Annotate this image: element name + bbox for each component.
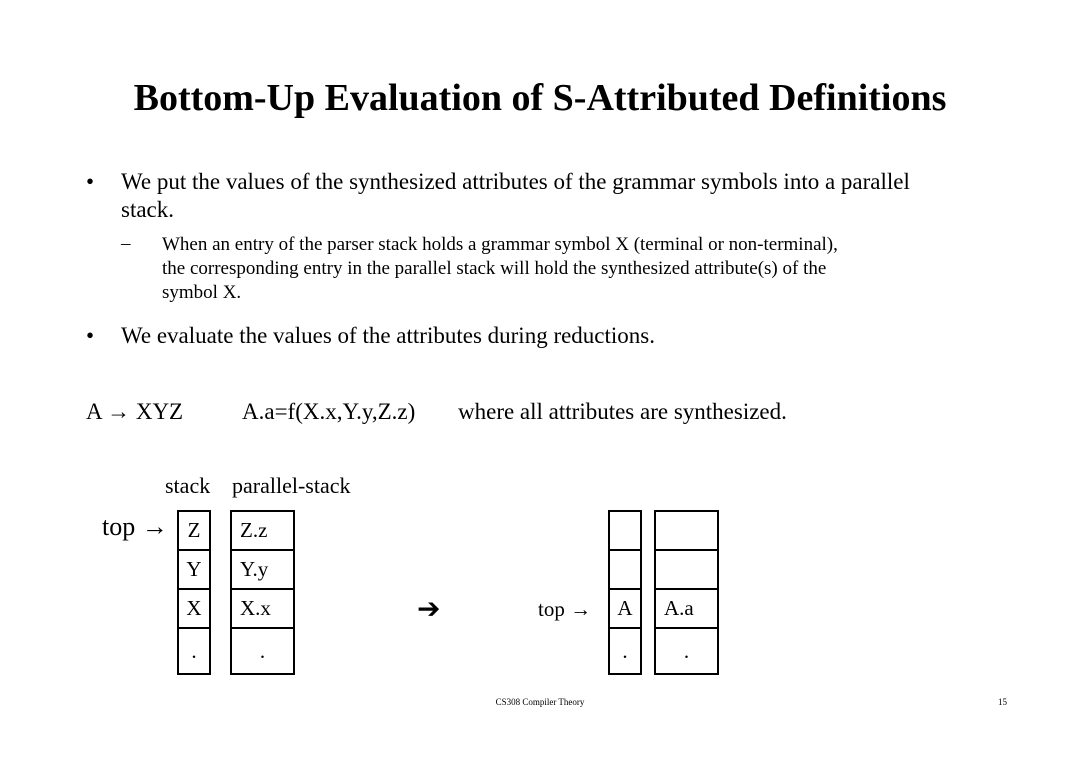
parallel-cell <box>654 549 719 590</box>
parallel-stack-label: parallel-stack <box>232 473 351 498</box>
sub-bullet-line-3: symbol X. <box>162 282 242 303</box>
bullet-1-line-2: stack. <box>121 197 175 222</box>
stack-cell: . <box>608 627 642 675</box>
parallel-cell: A.a <box>654 588 719 629</box>
stack-cell: Y <box>177 549 211 590</box>
semantic-rule: A.a=f(X.x,Y.y,Z.z) <box>242 399 416 424</box>
stack-cell: . <box>177 627 211 675</box>
reduction-arrow-icon: ➔ <box>417 592 441 625</box>
sub-bullet-line-2: the corresponding entry in the parallel stack will hold the synthesized attribute(s) of the <box>162 258 827 279</box>
parallel-cell: . <box>230 627 295 675</box>
parallel-cell: X.x <box>230 588 295 629</box>
stack-label: stack <box>165 473 211 498</box>
sub-bullet-marker: – <box>121 233 131 254</box>
stack-cell: X <box>177 588 211 629</box>
footer-course: CS308 Compiler Theory <box>495 697 585 707</box>
bullet-marker: • <box>86 323 95 348</box>
production-note: where all attributes are synthesized. <box>458 399 787 424</box>
bullet-1-line-1: We put the values of the synthesized attributes of the grammar symbols into a parallel <box>121 169 910 194</box>
production-rule: A → XYZ <box>86 399 184 424</box>
parallel-cell: . <box>654 627 719 675</box>
top-pointer-after: top → <box>538 597 592 621</box>
stack-cell <box>608 510 642 551</box>
page-number: 15 <box>998 697 1007 707</box>
parallel-cell: Y.y <box>230 549 295 590</box>
parallel-cell: Z.z <box>230 510 295 551</box>
stack-cell: Z <box>177 510 211 551</box>
stack-cell <box>608 549 642 590</box>
parallel-cell <box>654 510 719 551</box>
bullet-marker: • <box>86 169 95 194</box>
slide-title: Bottom-Up Evaluation of S-Attributed Definitions <box>133 77 947 119</box>
sub-bullet-line-1: When an entry of the parser stack holds a grammar symbol X (terminal or non-terminal), <box>162 234 838 255</box>
top-pointer-before: top → <box>102 512 168 541</box>
stack-cell: A <box>608 588 642 629</box>
bullet-2-line-1: We evaluate the values of the attributes during reductions. <box>121 323 655 348</box>
